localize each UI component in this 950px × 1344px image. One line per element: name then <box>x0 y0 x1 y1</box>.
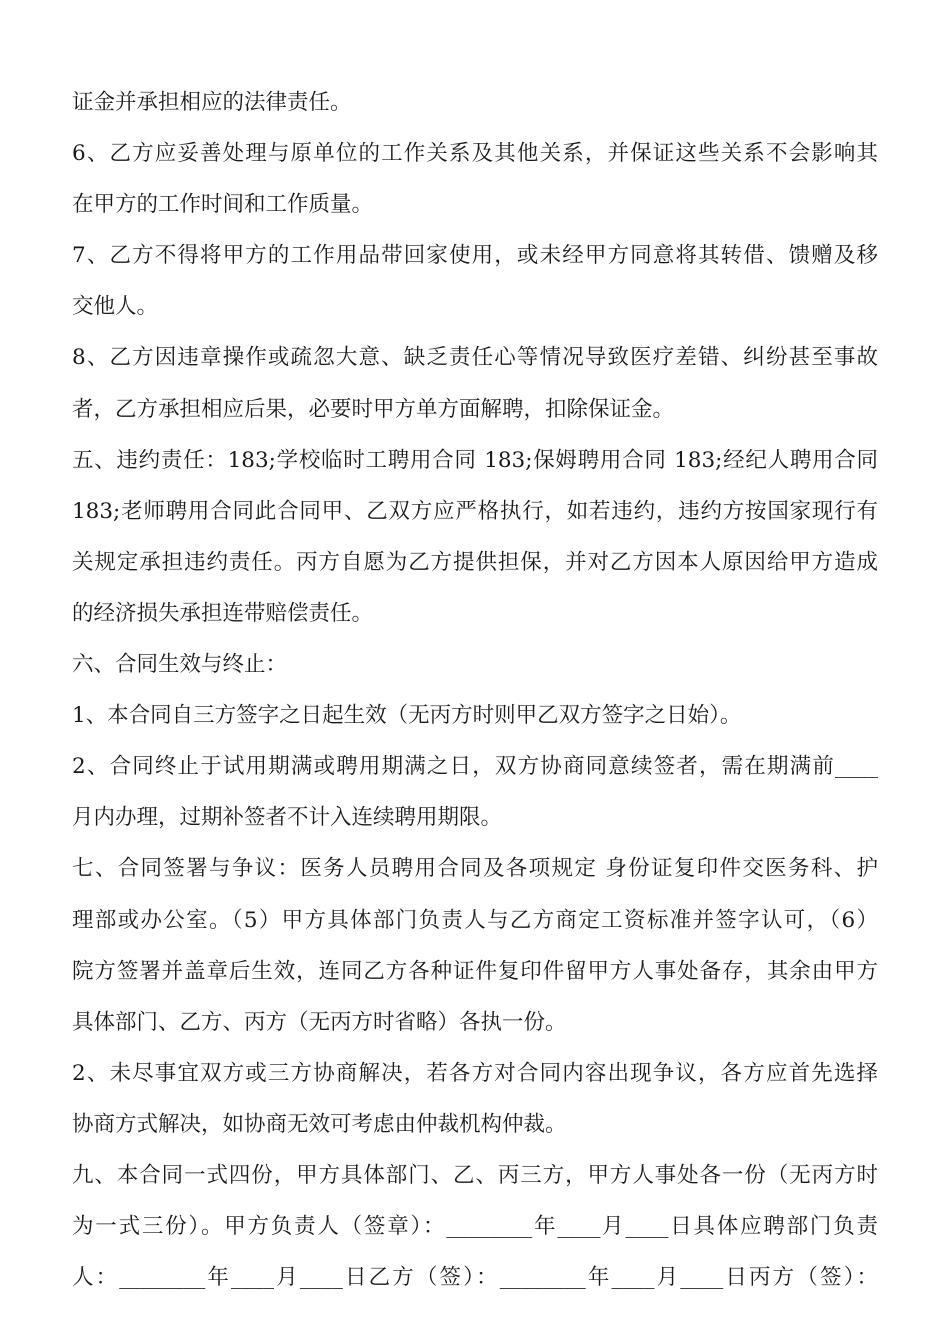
text-line: 8、乙方因违章操作或疏忽大意、缺乏责任心等情况导致医疗差错、纠纷甚至事故 <box>72 345 878 371</box>
text-line: 2、合同终止于试用期满或聘用期满之日，双方协商同意续签者，需在期满前____ <box>72 754 878 780</box>
text-line: 者，乙方承担相应后果，必要时甲方单方面解聘，扣除保证金。 <box>72 396 675 422</box>
document-page <box>72 77 878 1303</box>
text-line: 具体部门、乙方、丙方（无丙方时省略）各执一份。 <box>72 1009 567 1035</box>
text-line: 7、乙方不得将甲方的工作用品带回家使用，或未经甲方同意将其转借、馈赠及移 <box>72 243 878 269</box>
text-line: 九、本合同一式四份，甲方具体部门、乙、丙三方，甲方人事处各一份（无丙方时 <box>72 1162 878 1188</box>
section-heading: 六、合同生效与终止： <box>72 652 288 678</box>
text-line: 证金并承担相应的法律责任。 <box>72 90 352 115</box>
text-line: 交他人。 <box>72 294 159 320</box>
text-line: 2、未尽事宜双方或三方协商解决，若各方对合同内容出现争议，各方应首先选择 <box>72 1060 878 1086</box>
text-line: 1、本合同自三方签字之日起生效（无丙方时则甲乙双方签字之日始）。 <box>72 703 742 729</box>
text-line: 理部或办公室。（5）甲方具体部门负责人与乙方商定工资标准并签字认可，（6） <box>72 907 878 933</box>
text-line: 关规定承担违约责任。丙方自愿为乙方提供担保，并对乙方因本人原因给甲方造成 <box>72 549 878 575</box>
text-line: 在甲方的工作时间和工作质量。 <box>72 192 374 218</box>
signature-line: 人：________年____月____日乙方（签）：________年____月____日丙方（签）： <box>72 1265 878 1291</box>
text-line: 七、合同签署与争议：医务人员聘用合同及各项规定 身份证复印件交医务科、护 <box>72 856 878 882</box>
signature-line: 为一式三份）。甲方负责人（签章）：________年____月____日具体应聘部门负责 <box>72 1214 878 1240</box>
text-line: 的经济损失承担连带赔偿责任。 <box>72 600 374 626</box>
text-line: 183;老师聘用合同此合同甲、乙双方应严格执行，如若违约，违约方按国家现行有 <box>72 498 878 524</box>
text-line: 协商方式解决，如协商无效可考虑由仲裁机构仲裁。 <box>72 1111 567 1137</box>
text-line: 6、乙方应妥善处理与原单位的工作关系及其他关系，并保证这些关系不会影响其 <box>72 141 878 167</box>
text-line: 月内办理，过期补签者不计入连续聘用期限。 <box>72 805 503 831</box>
text-line: 院方签署并盖章后生效，连同乙方各种证件复印件留甲方人事处备存，其余由甲方 <box>72 958 878 984</box>
text-line: 五、违约责任：183;学校临时工聘用合同 183;保姆聘用合同 183;经纪人聘用合同 <box>72 447 878 473</box>
